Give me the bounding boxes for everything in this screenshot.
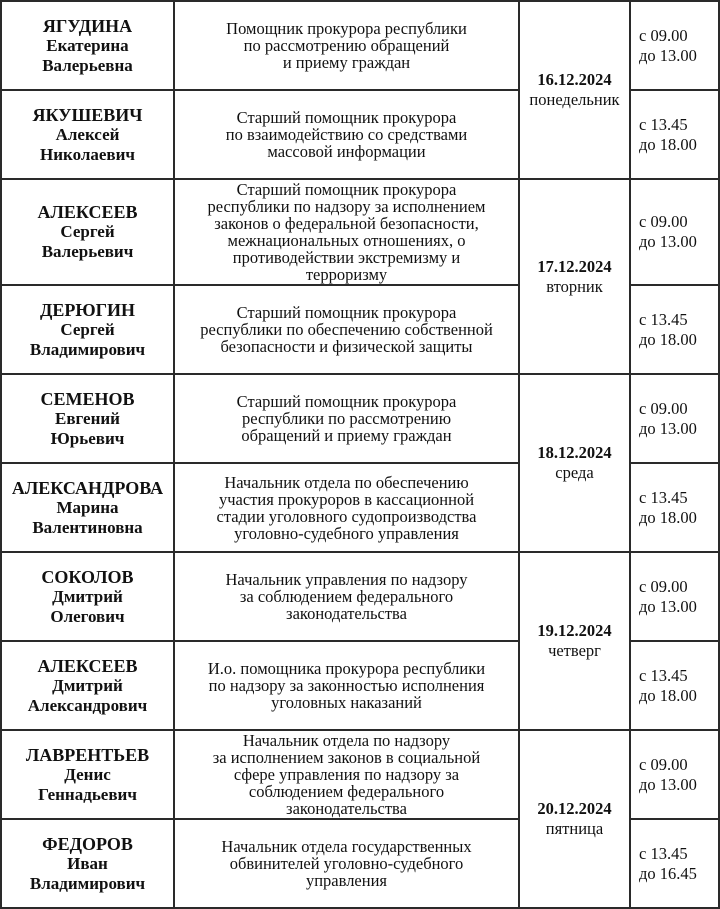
surname: ЯКУШЕВИЧ <box>32 104 143 125</box>
position-line: Помощник прокурора республики <box>226 19 467 38</box>
official-name <box>1 819 174 908</box>
position-line: и приему граждан <box>282 53 411 72</box>
time-to: до 18.00 <box>639 329 697 349</box>
table-row <box>1 730 719 819</box>
time-from: с 09.00 <box>639 212 688 231</box>
reception-time <box>630 730 719 819</box>
position-line: республики по обеспечению собственной <box>200 320 493 339</box>
first-name: Денис <box>64 764 111 784</box>
position-line: Начальник управления по надзору <box>225 570 468 589</box>
reception-weekday: четверг <box>548 641 601 660</box>
official-position <box>174 730 519 819</box>
position-line: противодействии экстремизму и <box>232 248 461 267</box>
first-name: Сергей <box>60 222 115 241</box>
reception-weekday: вторник <box>546 276 603 296</box>
first-name: Дмитрий <box>52 586 123 606</box>
table-row <box>1 374 719 463</box>
position-line: Начальник отдела по обеспечению <box>224 472 469 492</box>
official-name <box>1 285 174 374</box>
reception-time <box>630 179 719 285</box>
position-line: безопасности и физической защиты <box>220 337 473 356</box>
patronymic: Олегович <box>50 606 125 626</box>
position-line: по взаимодействию со средствами <box>225 125 468 144</box>
time-to: до 13.00 <box>639 232 697 251</box>
position-line: сфере управления по надзору за <box>233 765 460 784</box>
patronymic: Владимирович <box>29 873 146 893</box>
position-line: терроризму <box>305 265 388 284</box>
time-from: с 13.45 <box>639 665 688 685</box>
official-name <box>1 463 174 552</box>
surname: ДЕРЮГИН <box>39 299 136 320</box>
first-name: Екатерина <box>46 35 129 55</box>
position-line: за исполнением законов в социальной <box>212 748 481 767</box>
time-to: до 13.00 <box>639 418 697 438</box>
reception-time <box>630 90 719 179</box>
position-line: законодательства <box>286 799 407 818</box>
position-line: Начальник отдела по надзору <box>242 731 451 750</box>
reception-day <box>519 730 630 908</box>
reception-day <box>519 1 630 179</box>
reception-day <box>519 179 630 374</box>
position-line: Старший помощник прокурора <box>236 108 457 127</box>
official-position <box>174 179 519 285</box>
surname: АЛЕКСЕЕВ <box>37 655 138 676</box>
position-line: массовой информации <box>267 142 426 161</box>
reception-date: 17.12.2024 <box>537 256 612 276</box>
position-line: Начальник отдела государственных <box>221 837 472 856</box>
patronymic: Александрович <box>27 695 148 715</box>
official-name <box>1 730 174 819</box>
patronymic: Валентиновна <box>32 517 143 537</box>
position-line: участия прокуроров в кассационной <box>218 489 475 509</box>
first-name: Сергей <box>60 319 115 339</box>
patronymic: Николаевич <box>39 144 135 164</box>
reception-date: 19.12.2024 <box>537 621 612 640</box>
first-name: Иван <box>67 853 108 873</box>
official-name <box>1 179 174 285</box>
position-line: республики по рассмотрению <box>241 409 452 428</box>
position-line: по надзору за законностью исполнения <box>208 676 485 695</box>
time-to: до 18.00 <box>639 134 697 154</box>
reception-time <box>630 374 719 463</box>
position-line: законодательства <box>286 604 407 623</box>
position-line: обвинителей уголовно-судебного <box>229 854 464 873</box>
reception-time <box>630 552 719 641</box>
reception-time <box>630 1 719 90</box>
reception-date: 20.12.2024 <box>537 799 612 818</box>
first-name: Евгений <box>55 408 120 428</box>
position-line: И.о. помощника прокурора республики <box>207 659 486 678</box>
official-position <box>174 1 519 90</box>
official-position <box>174 90 519 179</box>
official-position <box>174 285 519 374</box>
time-to: до 18.00 <box>639 507 697 527</box>
position-line: за соблюдением федерального <box>239 587 454 606</box>
patronymic: Валерьевич <box>41 242 134 261</box>
reception-date: 18.12.2024 <box>537 443 612 462</box>
position-line: Старший помощник прокурора <box>236 392 457 411</box>
time-from: с 09.00 <box>639 398 688 418</box>
surname: СЕМЕНОВ <box>40 388 135 409</box>
first-name: Дмитрий <box>52 675 123 695</box>
official-name <box>1 1 174 90</box>
official-position <box>174 463 519 552</box>
position-line: республики по надзору за исполнением <box>207 197 486 216</box>
time-from: с 13.45 <box>639 487 688 507</box>
reception-day <box>519 374 630 552</box>
official-position <box>174 819 519 908</box>
position-line: Старший помощник прокурора <box>236 180 457 199</box>
reception-weekday: понедельник <box>529 90 620 109</box>
reception-day <box>519 552 630 730</box>
time-from: с 09.00 <box>639 576 688 596</box>
official-name <box>1 90 174 179</box>
reception-weekday: среда <box>555 463 594 482</box>
official-position <box>174 552 519 641</box>
reception-time <box>630 285 719 374</box>
first-name: Алексей <box>55 124 120 144</box>
position-line: обращений и приему граждан <box>241 426 452 445</box>
time-to: до 13.00 <box>639 774 697 794</box>
patronymic: Юрьевич <box>50 428 125 448</box>
time-to: до 13.00 <box>639 45 697 65</box>
first-name: Марина <box>56 497 119 517</box>
reception-date: 16.12.2024 <box>537 70 612 89</box>
time-to: до 13.00 <box>639 596 697 616</box>
official-name <box>1 641 174 730</box>
table-row <box>1 552 719 641</box>
surname: ЛАВРЕНТЬЕВ <box>25 744 150 765</box>
time-from: с 13.45 <box>639 309 688 329</box>
time-from: с 13.45 <box>639 114 688 134</box>
patronymic: Геннадьевич <box>38 784 137 804</box>
reception-time <box>630 819 719 908</box>
surname: АЛЕКСЕЕВ <box>37 202 138 222</box>
position-line: межнациональных отношениях, о <box>227 231 466 250</box>
time-from: с 13.45 <box>639 843 688 863</box>
position-line: законов о федеральной безопасности, <box>214 214 479 233</box>
table-row <box>1 1 719 90</box>
patronymic: Владимирович <box>29 339 146 359</box>
position-line: уголовных наказаний <box>271 693 422 712</box>
reception-weekday: пятница <box>545 819 604 838</box>
surname: ЯГУДИНА <box>42 15 133 36</box>
time-from: с 09.00 <box>639 754 688 774</box>
official-position <box>174 641 519 730</box>
reception-time <box>630 463 719 552</box>
reception-time <box>630 641 719 730</box>
patronymic: Валерьевна <box>42 55 133 75</box>
position-line: по рассмотрению обращений <box>243 36 450 55</box>
surname: СОКОЛОВ <box>41 566 134 587</box>
position-line: стадии уголовного судопроизводства <box>216 506 477 526</box>
table-row <box>1 179 719 285</box>
time-to: до 18.00 <box>639 685 697 705</box>
time-from: с 09.00 <box>639 25 688 45</box>
time-to: до 16.45 <box>639 863 697 883</box>
official-position <box>174 374 519 463</box>
official-name <box>1 374 174 463</box>
position-line: управления <box>305 871 388 890</box>
position-line: соблюдением федерального <box>248 782 445 801</box>
position-line: уголовно-судебного управления <box>234 523 459 543</box>
official-name <box>1 552 174 641</box>
surname: ФЕДОРОВ <box>42 833 133 854</box>
surname: АЛЕКСАНДРОВА <box>11 477 164 498</box>
position-line: Старший помощник прокурора <box>236 303 457 322</box>
